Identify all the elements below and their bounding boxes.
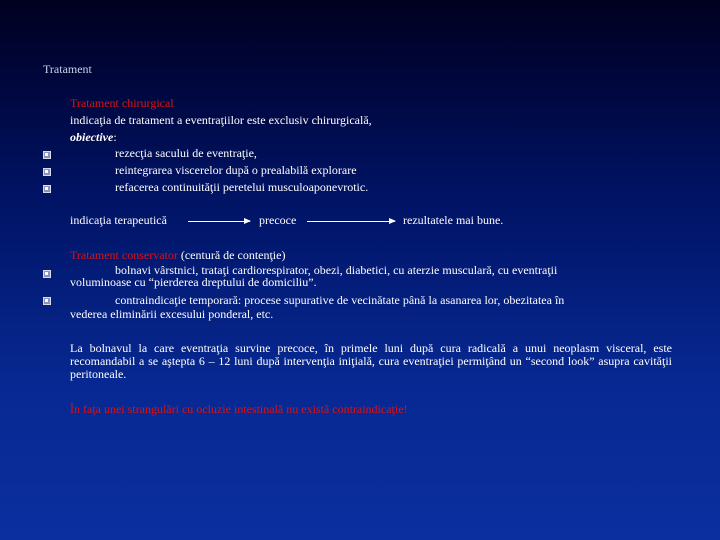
conservative-heading-line <box>70 249 285 262</box>
flow-step-result: rezultatele mai bune. <box>403 213 504 227</box>
bullet-icon <box>43 185 51 193</box>
bullet-icon <box>43 168 51 176</box>
slide-title: Tratament <box>43 62 92 76</box>
conservative-item-1-line-1: bolnavi vârstnici, trataţi cardiorespirator, obezi, diabetici, cu aterzie musculară, cu eventraţii <box>115 263 558 277</box>
objectives-colon: : <box>113 130 117 144</box>
bullet-icon <box>43 151 51 159</box>
arrow-right-icon <box>307 221 395 222</box>
second-look-paragraph: La bolnavul la care eventraţia survine precoce, în primele luni după cura radicală a unui neoplasm visceral, este recomandabil a se aştepta 6 – 12 luni după intervenţia iniţială, cura eventraţiei permiţând un “second look” asupra cavităţii peritoneale. <box>70 341 672 381</box>
objective-item: refacerea continuităţii peretelui musculoaponevrotic. <box>115 180 369 194</box>
conservative-item-1-line-2: voluminoase cu “pierderea dreptului de domiciliu”. <box>70 275 317 289</box>
bullet-icon <box>43 270 51 278</box>
conservative-item-2-line-1: contraindicaţie temporară: procese supurative de vecinătate până la asanarea lor, obezitatea în <box>115 293 565 307</box>
objectives-label-line <box>70 131 117 144</box>
arrow-right-icon <box>188 221 250 222</box>
flow-step-indication: indicaţia terapeutică <box>70 213 167 227</box>
surgical-heading: Tratament chirurgical <box>70 96 174 110</box>
conservative-heading-suffix: (centură de contenţie) <box>177 248 286 262</box>
surgical-indication: indicaţia de tratament a eventraţiilor este exclusiv chirurgicală, <box>70 113 372 127</box>
conservative-item-2-line-2: vederea eliminării excesului ponderal, etc. <box>70 307 274 321</box>
flow-step-early: precoce <box>259 213 297 227</box>
warning-text: În faţa unei strangulări cu ocluzie intestinală nu există contraindicaţie! <box>70 402 408 416</box>
conservative-heading: Tratament conservator <box>70 248 178 262</box>
objectives-label: obiective <box>70 130 114 144</box>
objective-item: reintegrarea viscerelor după o prealabilă explorare <box>115 163 357 177</box>
bullet-icon <box>43 297 51 305</box>
objective-item: rezecţia sacului de eventraţie, <box>115 146 257 160</box>
